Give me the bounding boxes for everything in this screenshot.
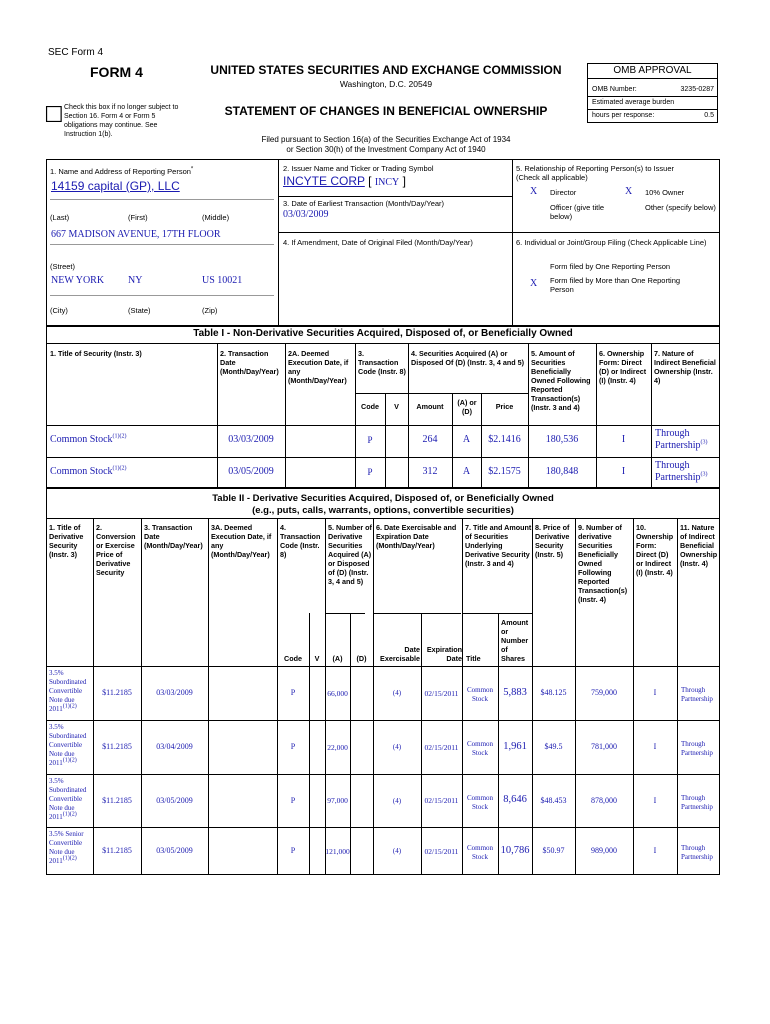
t2-row-underlying-title: Common Stock [466, 740, 494, 757]
t2-row-title: 3.5% Subordinated Convertible Note due 2011(1)(2) [49, 777, 87, 821]
t2-row-code: P [290, 795, 296, 805]
omb-number-label: OMB Number: [592, 86, 637, 93]
state-label: (State) [128, 306, 151, 315]
t2-row-shares: 5,883 [503, 686, 527, 698]
commission-location: Washington, D.C. 20549 [339, 79, 433, 89]
checkbox-instructions: Check this box if no longer subject to Section 16. Form 4 or Form 5 obligations may continue. See Instruction 1(b). [64, 104, 179, 138]
t1-row1-nature: Through Partnership$^{(3)}$ [655, 428, 708, 451]
t2-row-code: P [290, 846, 296, 856]
t1-row2-price: $2.1575 [488, 466, 521, 477]
t2-row-dprice: $50.97 [542, 846, 565, 856]
filing-option-two: Form filed by More than One Reporting Person [550, 276, 681, 294]
street-value: 667 MADISON AVENUE, 17TH FLOOR [51, 229, 221, 240]
t2-col2-header: 2. Conversion or Exercise Price of Derivative Security [96, 523, 136, 577]
t1-code-header: Code [361, 402, 379, 411]
t1-col7-header: 7. Nature of Indirect Beneficial Ownership (Instr. 4) [654, 349, 716, 385]
t1-row1-price: $2.1416 [488, 434, 521, 445]
first-label: (First) [128, 213, 148, 222]
filing-option-one: Form filed by One Reporting Person [550, 262, 671, 271]
t2-row-nature: Through Partnership [681, 686, 713, 703]
t2-row-owned: 878,000 [591, 795, 617, 805]
omb-burden-label: Estimated average burden [592, 99, 675, 106]
t2-row-ex: (4) [392, 743, 402, 752]
t2-row-form: I [653, 688, 657, 698]
t2-row-a: 121,000 [325, 846, 350, 856]
statement-title: STATEMENT OF CHANGES IN BENEFICIAL OWNERSHIP [224, 104, 548, 118]
t2-row-exp: 02/15/2011 [424, 846, 459, 856]
t2-row-owned: 759,000 [591, 688, 617, 698]
t2-row-underlying-title: Common Stock [466, 844, 494, 861]
t1-col4-header: 4. Securities Acquired (A) or Disposed Of (D) (Instr. 3, 4 and 5) [411, 349, 525, 367]
street-label: (Street) [50, 262, 76, 271]
t2-row-owned: 989,000 [591, 846, 617, 856]
state-value: NY [128, 275, 143, 286]
t1-row2-aord: A [462, 466, 471, 477]
t1-amount-header: Amount [416, 402, 444, 411]
t2-row-shares: 8,646 [503, 794, 527, 806]
officer-label: Officer (give title below) [550, 203, 605, 221]
t2-row-dprice: $48.125 [540, 688, 567, 698]
t2-col8-header: 8. Price of Derivative Security (Instr. 5) [535, 523, 570, 559]
t2-amount-shares-header: Amount or Number of Shares [501, 618, 529, 663]
t2-row-a: 22,000 [327, 742, 348, 752]
commission-title: UNITED STATES SECURITIES AND EXCHANGE COMMISSION [210, 63, 562, 77]
t2-row-form: I [653, 846, 657, 856]
t2-row-ex: (4) [392, 796, 402, 805]
t2-col3a-header: 3A. Deemed Execution Date, if any (Month/Day/Year) [211, 523, 272, 559]
t2-row-owned: 781,000 [591, 742, 617, 752]
t2-col5-header: 5. Number of Derivative Securities Acquired (A) or Disposed of (D) (Instr. 3, 4 and 5) [328, 523, 372, 586]
t2-date-exercisable-header: Date Exercisable [380, 645, 420, 663]
t1-col2-header: 2. Transaction Date (Month/Day/Year) [220, 349, 279, 376]
city-label: (City) [50, 306, 68, 315]
t2-row-nature: Through Partnership [681, 844, 713, 861]
t1-row2-amount: 312 [422, 466, 438, 477]
t2-row-shares: 1,961 [503, 740, 527, 752]
t1-price-header: Price [495, 402, 514, 411]
ten-percent-owner-label: 10% Owner [645, 188, 685, 197]
t2-col1-header: 1. Title of Derivative Security (Instr. 3) [49, 523, 84, 559]
box4-label: 4. If Amendment, Date of Original Filed (Month/Day/Year) [283, 238, 473, 247]
sec-form-label: SEC Form 4 [48, 47, 104, 58]
omb-number-value: 3235-0287 [680, 86, 714, 93]
t2-row-ex: (4) [392, 847, 402, 856]
t2-v-header: V [314, 654, 320, 663]
earliest-transaction-date: 03/03/2009 [283, 209, 329, 220]
t2-row-nature: Through Partnership [681, 793, 713, 811]
box1-label: 1. Name and Address of Reporting Person* [50, 166, 194, 176]
other-label: Other (specify below) [645, 203, 716, 212]
t1-row1-owned: 180,536 [545, 434, 579, 445]
box5-label: 5. Relationship of Reporting Person(s) to Issuer [516, 164, 674, 173]
t2-row-form: I [653, 795, 657, 805]
box6-label: 6. Individual or Joint/Group Filing (Check Applicable Line) [516, 238, 707, 247]
t2-code-header: Code [284, 654, 302, 663]
director-checkmark[interactable]: X [530, 186, 538, 197]
t2-a-header: (A) [332, 654, 343, 663]
t2-row-code: P [290, 688, 296, 698]
t1-row1-code: P [367, 435, 373, 445]
zip-value: US 10021 [202, 275, 243, 286]
t1-row1-amount: 264 [422, 434, 438, 445]
t1-col5-header: 5. Amount of Securities Beneficially Owned Following Reported Transaction(s) (Instr. 3 and 4) [531, 349, 591, 412]
t1-row2-title: Common Stock$^{(1)(2)}$ [50, 465, 127, 477]
t1-row1-date: 03/03/2009 [228, 434, 274, 445]
t1-row2-form: I [621, 466, 626, 477]
t2-row-price: $11.2185 [102, 846, 132, 856]
t2-col9-header: 9. Number of derivative Securities Beneficially Owned Following Reported Transaction(s) (Instr. 4) [578, 523, 628, 604]
t2-row-ex: (4) [392, 689, 402, 698]
t2-row-title: 3.5% Subordinated Convertible Note due 2011(1)(2) [49, 723, 87, 767]
no-longer-subject-checkbox[interactable]: ☐ [44, 103, 64, 128]
t2-col4-header: 4. Transaction Code (Instr. 8) [280, 523, 321, 559]
t2-d-header: (D) [356, 654, 367, 663]
t2-row-title: 3.5% Senior Convertible Note due 2011(1)(2) [49, 830, 84, 865]
t2-row-title: 3.5% Subordinated Convertible Note due 2011(1)(2) [49, 669, 87, 713]
box5-label-2: (Check all applicable) [516, 173, 588, 182]
t1-col2a-header: 2A. Deemed Execution Date, if any (Month/Day/Year) [288, 349, 349, 385]
t2-row-date: 03/05/2009 [156, 846, 193, 856]
director-label: Director [550, 188, 577, 197]
t2-row-form: I [653, 742, 657, 752]
t2-row-date: 03/03/2009 [156, 688, 193, 698]
t2-row-dprice: $49.5 [544, 742, 563, 752]
t1-col1-header: 1. Title of Security (Instr. 3) [50, 349, 142, 358]
t2-row-a: 97,000 [327, 796, 348, 806]
t2-row-a: 66,000 [327, 688, 348, 698]
t1-v-header: V [394, 402, 399, 411]
t2-row-nature: Through Partnership [681, 740, 713, 757]
t1-row1-title: Common Stock$^{(1)(2)}$ [50, 433, 127, 445]
t2-row-shares: 10,786 [500, 844, 530, 856]
t2-col7-header: 7. Title and Amount of Securities Underlying Derivative Security (Instr. 3 and 4) [465, 523, 532, 568]
t2-row-date: 03/04/2009 [156, 742, 193, 752]
last-label: (Last) [50, 213, 70, 222]
city-value: NEW YORK [51, 275, 105, 286]
issuer-name[interactable]: INCYTE CORP [283, 174, 365, 188]
table1-title: Table I - Non-Derivative Securities Acquired, Disposed of, or Beneficially Owned [193, 328, 573, 339]
filing-option-two-checkmark[interactable]: X [530, 278, 538, 289]
t1-aord-header: (A) or (D) [457, 398, 477, 416]
t2-col6-header: 6. Date Exercisable and Expiration Date (Month/Day/Year) [376, 523, 457, 550]
t2-row-underlying-title: Common Stock [466, 686, 494, 703]
t2-row-price: $11.2185 [102, 688, 132, 698]
t1-col6-header: 6. Ownership Form: Direct (D) or Indirect (I) (Instr. 4) [599, 349, 647, 385]
t1-row1-form: I [621, 434, 626, 445]
form-title: FORM 4 [90, 64, 143, 80]
table2-title: Table II - Derivative Securities Acquired, Disposed of, or Beneficially Owned [212, 493, 554, 504]
omb-hours-label: hours per response: [592, 112, 655, 119]
t2-row-dprice: $48.453 [540, 795, 567, 805]
box2-label: 2. Issuer Name and Ticker or Trading Symbol [283, 164, 434, 173]
ticker-symbol: INCY [374, 177, 400, 188]
t2-row-exp: 02/15/2011 [424, 688, 459, 698]
reporting-person-name[interactable]: 14159 capital (GP), LLC [51, 179, 180, 193]
t2-title-header: Title [466, 654, 481, 663]
t1-col3-header: 3. Transaction Code (Instr. 8) [358, 349, 406, 376]
t2-col3-header: 3. Transaction Date (Month/Day/Year) [144, 523, 203, 550]
omb-title: OMB APPROVAL [587, 63, 718, 79]
t1-row1-aord: A [462, 434, 471, 445]
box3-label: 3. Date of Earliest Transaction (Month/Day/Year) [283, 199, 445, 208]
middle-label: (Middle) [202, 213, 230, 222]
t2-col10-header: 10. Ownership Form: Direct (D) or Indirect (I) (Instr. 4) [636, 523, 674, 577]
t1-row2-nature: Through Partnership$^{(3)}$ [655, 460, 708, 483]
filed-pursuant-line1: Filed pursuant to Section 16(a) of the Securities Exchange Act of 1934 [261, 135, 511, 144]
t1-row2-date: 03/05/2009 [228, 466, 274, 477]
t2-row-underlying-title: Common Stock [466, 793, 494, 811]
t2-row-price: $11.2185 [102, 742, 132, 752]
table2-subtitle: (e.g., puts, calls, warrants, options, convertible securities) [252, 505, 514, 516]
ten-percent-owner-checkmark[interactable]: X [625, 186, 633, 197]
t2-row-price: $11.2185 [102, 795, 132, 805]
issuer-line: INCYTE CORP [ INCY ] [283, 174, 406, 188]
t1-row2-owned: 180,848 [545, 466, 579, 477]
t2-row-date: 03/05/2009 [156, 795, 193, 805]
omb-hours-value: 0.5 [704, 112, 714, 119]
t2-row-code: P [290, 742, 296, 752]
t2-row-exp: 02/15/2011 [424, 796, 459, 806]
t2-row-exp: 02/15/2011 [424, 742, 459, 752]
filed-pursuant-line2: or Section 30(h) of the Investment Company Act of 1940 [286, 145, 486, 154]
zip-label: (Zip) [202, 306, 218, 315]
t1-row2-code: P [367, 467, 373, 477]
t2-expiration-header: Expiration Date [426, 645, 462, 663]
t2-col11-header: 11. Nature of Indirect Beneficial Ownership (Instr. 4) [680, 523, 718, 568]
